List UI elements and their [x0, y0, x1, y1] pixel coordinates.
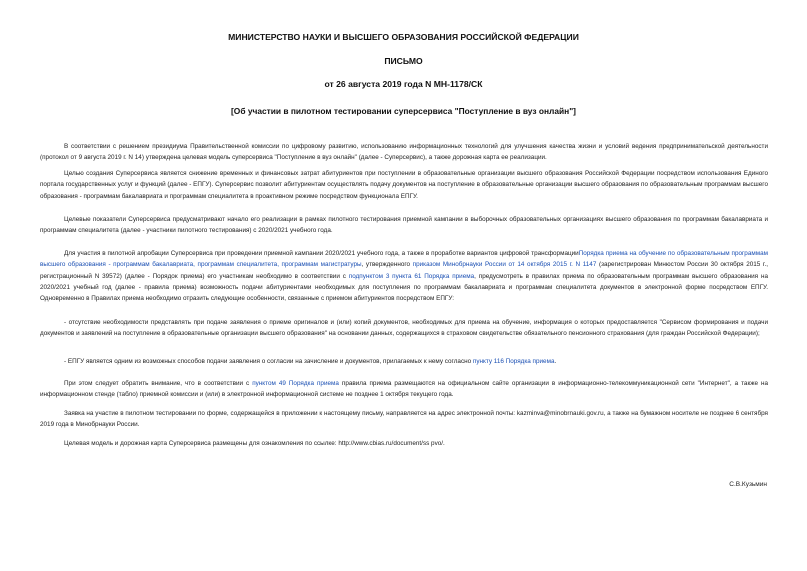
paragraph-text: (зарегистрирован Минюстом России 30 октября 2015 г., регистрационный N 39572) (далее - Порядок приема) его участникам необходимо в соответствии с [40, 261, 768, 280]
paragraph-text: правила приема размещаются на официальном сайте организации в информационно-телекоммуникационной сети "Интернет", а также на информационном стенде (табло) приемной комиссии и (или) в электронной информационной системе не позднее 1 октября текущего года. [40, 380, 769, 399]
paragraph-goal: Целью создания Суперсервиса является снижение временных и финансовых затрат абитуриентов при поступлении в образовательные организации высшего образования Российской Федерации посредством использования Единого портала государственных услуг и функций (далее - ЕПГУ). Суперсервис позволит абитуриентам осуществлять подачу документов на поступление в образовательные организации высшего образования по образовательным программам высшего образования - программам бакалавриата и программам специалитета в проактивном режиме посредством функционала ЕПГУ. [40, 170, 768, 200]
paragraph-model-link: Целевая модель и дорожная карта Суперсервиса размещены для ознакомления по ссылке: http://www.cbias.ru/document/ss pvo/. [64, 440, 445, 447]
paragraph-text: Для участия в пилотной апробации Суперсервиса при проведении приемной кампании 2020/2021 учебного года, а также в проработке вариантов цифровой трансформации [64, 250, 579, 257]
subclause-61-link[interactable]: подпунктом 3 пункта 61 Порядка приема [348, 272, 475, 280]
order-1147-link[interactable]: приказом Минобрнауки России от 14 октября 2015 г. N 1147 [412, 261, 597, 269]
admission-procedure-link[interactable]: Порядка приема на обучение по образовательным программам высшего образования - программам бакалавриата, программам специалитета, программам магистратуры [40, 250, 768, 269]
paragraph-text: , утвержденного [361, 261, 411, 269]
paragraph-targets: Целевые показатели Суперсервиса предусматривают начало его реализации в рамках пилотного тестирования приемной кампании в выборочных образовательных организациях высшего образования по программам бакалавриата и программам специалитета (далее - участники пилотного тестирования) с 2020/2021 учебного года. [40, 216, 768, 235]
subject-heading: [Об участии в пилотном тестировании суперсервиса "Поступление в вуз онлайн"] [231, 106, 576, 116]
paragraph-attention [40, 378, 768, 401]
paragraph-originals: - отсутствие необходимости представлять при подаче заявления о приеме оригиналов и (или) копий документов, необходимых для приема на обучение, информация о которых предоставляется "Сервисом формирования и подачи документов и заявлений на поступление в образовательные организации высшего образования" на основании данных, содержащихся в страховом свидетельстве обязательного пенсионного страхования (для граждан Российской Федерации); [40, 319, 768, 338]
document-type-heading: ПИСЬМО [384, 56, 423, 66]
paragraph-participation [40, 248, 768, 304]
clause-49-link[interactable]: пунктом 49 Порядка приема [252, 380, 339, 387]
paragraph-text: - ЕПГУ является одним из возможных способов подачи заявления о согласии на зачисление и документов, прилагаемых к нему согласно [64, 358, 472, 365]
paragraph-text: При этом следует обратить внимание, что в соответствии с [64, 380, 250, 387]
signature: С.В.Кузьмин [729, 481, 767, 488]
date-number-heading: от 26 августа 2019 года N МН-1178/СК [324, 79, 483, 89]
clause-116-link[interactable]: пункту 116 Порядка приема [472, 358, 555, 365]
paragraph-text: . [554, 358, 557, 365]
paragraph-text: , предусмотреть в правилах приема по образовательным программам высшего образования на 2020/2021 учебный год (далее - правила приема) возможность подачи абитуриентами необходимых для поступления по программам бакалавриата и программам специалитета документов в электронной форме посредством ЕПГУ. Одновременно в Правилах приема необходимо отразить следующие особенности, связанные с приемом абитуриентов посредством ЕПГУ: [40, 272, 768, 303]
paragraph-epgu-consent [40, 356, 768, 367]
paragraph-application: Заявка на участие в пилотном тестировании по форме, содержащейся в приложении к настоящему письму, направляется на адрес электронной почты: kazminva@minobrnauki.gov.ru, а также на бумажном носителе не позднее 6 сентября 2019 года в Минобрнауки России. [40, 410, 768, 429]
paragraph-decision: В соответствии с решением президиума Правительственной комиссии по цифровому развитию, использованию информационных технологий для улучшения качества жизни и условий ведения предпринимательской деятельности (протокол от 9 августа 2019 г. N 14) утверждена целевая модель суперсервиса "Поступление в вуз онлайн" (далее - Суперсервис), а также дорожная карта ее реализации. [40, 143, 768, 162]
ministry-heading: МИНИСТЕРСТВО НАУКИ И ВЫСШЕГО ОБРАЗОВАНИЯ РОССИЙСКОЙ ФЕДЕРАЦИИ [228, 32, 579, 42]
